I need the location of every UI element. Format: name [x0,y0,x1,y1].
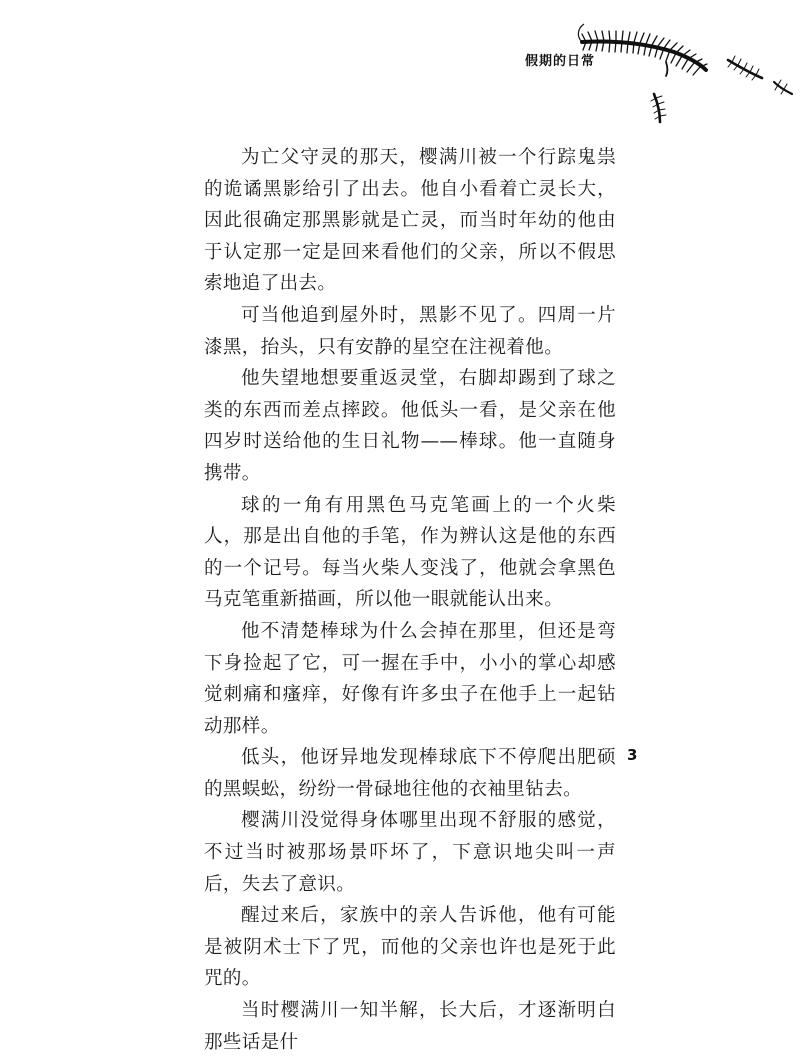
paragraph: 球的一角有用黑色马克笔画上的一个火柴人，那是出自他的手笔，作为辨认这是他的东西的一个记号。每当火柴人变浅了，他就会拿黑色马克笔重新描画，所以他一眼就能认出来。 [204,494,616,611]
paragraph: 樱满川没觉得身体哪里出现不舒服的感觉，不过当时被那场景吓坏了，下意识地尖叫一声后，失去了意识。 [204,810,616,895]
centipede-icon [578,18,800,138]
chapter-body-text [204,142,616,1058]
paragraph: 为亡父守灵的那天，樱满川被一个行踪鬼祟的诡谲黑影给引了出去。他自小看着亡灵长大，因此很确定那黑影就是亡灵，而当时年幼的他由于认定那一定是回来看他们的父亲，所以不假思索地追了出去。 [204,147,616,295]
paragraph: 低头，他讶异地发现棒球底下不停爬出肥硕的黑蜈蚣，纷纷一骨碌地往他的衣袖里钻去。 [204,747,616,800]
running-head-title: 假期的日常 [525,54,596,69]
paragraph: 他不清楚棒球为什么会掉在那里，但还是弯下身捡起了它，可一握在手中，小小的掌心却感觉刺痛和瘙痒，好像有许多虫子在他手上一起钻动那样。 [204,620,616,737]
paragraph: 他失望地想要重返灵堂，右脚却踢到了球之类的东西而差点摔跤。他低头一看，是父亲在他四岁时送给他的生日礼物——棒球。他一直随身携带。 [204,368,616,484]
page-number: 3 [627,746,638,764]
paragraph: 当时樱满川一知半解，长大后，才逐渐明白那些话是什 [204,1000,616,1053]
paragraph: 醒过来后，家族中的亲人告诉他，他有可能是被阴术士下了咒，而他的父亲也许也是死于此咒的。 [204,905,616,990]
paragraph: 可当他追到屋外时，黑影不见了。四周一片漆黑，抬头，只有安静的星空在注视着他。 [204,304,616,358]
